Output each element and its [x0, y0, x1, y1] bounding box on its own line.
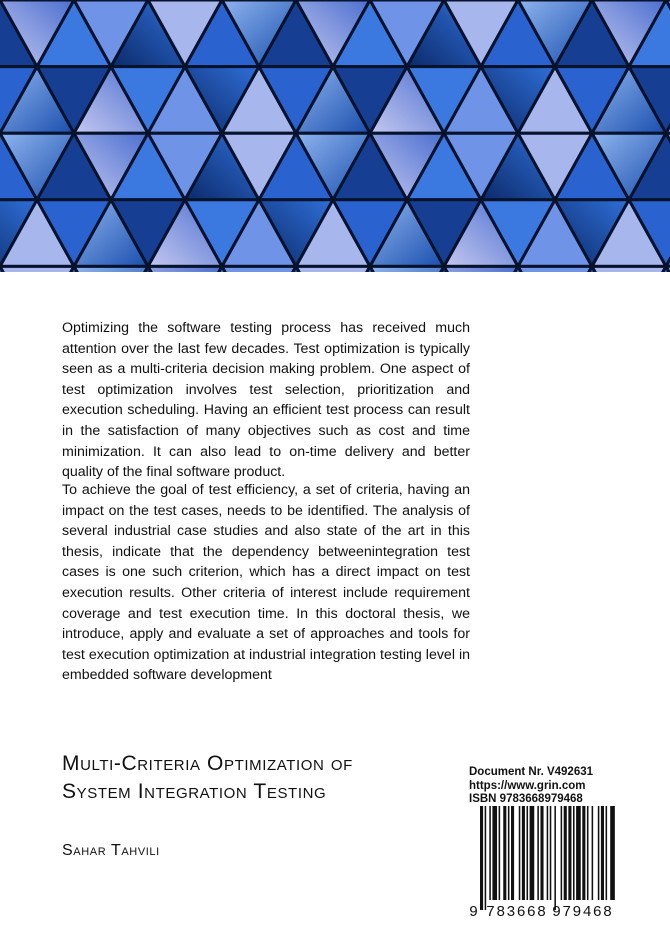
- barcode-bar: [511, 806, 514, 900]
- barcode-bar: [573, 806, 575, 900]
- barcode-bar: [601, 806, 604, 900]
- barcode-bar: [540, 806, 543, 900]
- barcode-bar: [492, 806, 497, 900]
- book-title-line-2: System Integration Testing: [62, 780, 327, 803]
- barcode-bar: [499, 806, 501, 900]
- barcode-bar: [587, 806, 589, 900]
- barcode-bar: [576, 806, 581, 900]
- barcode-digits-left: 783668: [486, 904, 546, 918]
- barcode-bar: [522, 806, 525, 900]
- barcode-bar: [598, 806, 600, 900]
- blurb-paragraph-1: Optimizing the software testing process has received much attention over the last few decades. Test optimization is typically seen as a multi-criteria decision making problem. One aspect of test optimization involves test selection, prioritization and execution scheduling. Having an efficient test process can result in the satisfaction of many objectives such as cost and time minimization. It can also lead to on-time delivery and better quality of the final software product.: [62, 320, 470, 481]
- barcode-bar: [537, 806, 539, 900]
- barcode-bar: [485, 806, 487, 910]
- barcode-bar: [527, 806, 529, 900]
- barcode-bar: [547, 806, 549, 900]
- document-info: [469, 766, 593, 807]
- book-title-line-1: Multi-Criteria Optimization of: [62, 752, 353, 775]
- barcode-bar: [592, 806, 594, 900]
- publisher-url: https://www.grin.com: [469, 779, 586, 792]
- document-number: Document Nr. V492631: [469, 766, 594, 778]
- barcode-digits-right: 979468: [552, 904, 612, 918]
- barcode-bar: [582, 806, 585, 900]
- barcode-bar: [564, 806, 567, 900]
- isbn-barcode: [466, 806, 626, 918]
- barcode-bar: [554, 806, 556, 910]
- barcode-bar: [568, 806, 571, 900]
- author-name: Sahar Tahvili: [62, 842, 160, 859]
- barcode-bar: [519, 806, 521, 900]
- barcode-bar: [561, 806, 563, 900]
- barcode-digit-prefix: 9: [469, 904, 479, 918]
- blurb-paragraph-2: To achieve the goal of test efficiency, a set of criteria, having an impact on the test cases, needs to be identified. The analysis of several industrial case studies and also state of the art in this thesis, indicate that the dependency betweenintegration test cases is one such criterion, which has a direct impact on test execution results. Other criteria of interest include requirement coverage and test execution time. In this doctoral thesis, we introduce, apply and evaluate a set of approaches and tools for test execution optimization at industrial integration testing level in embedded software development: [62, 482, 470, 684]
- cover-image: [0, 0, 670, 272]
- isbn: ISBN 9783668979468: [469, 793, 583, 806]
- barcode-bar: [610, 806, 615, 900]
- barcode-bar: [530, 806, 535, 900]
- barcode-bar: [550, 806, 552, 900]
- barcode-bar: [489, 806, 491, 900]
- barcode-bar: [508, 806, 510, 900]
- barcode-bar: [503, 806, 506, 900]
- barcode-bar: [606, 806, 608, 900]
- barcode-bar: [480, 806, 483, 910]
